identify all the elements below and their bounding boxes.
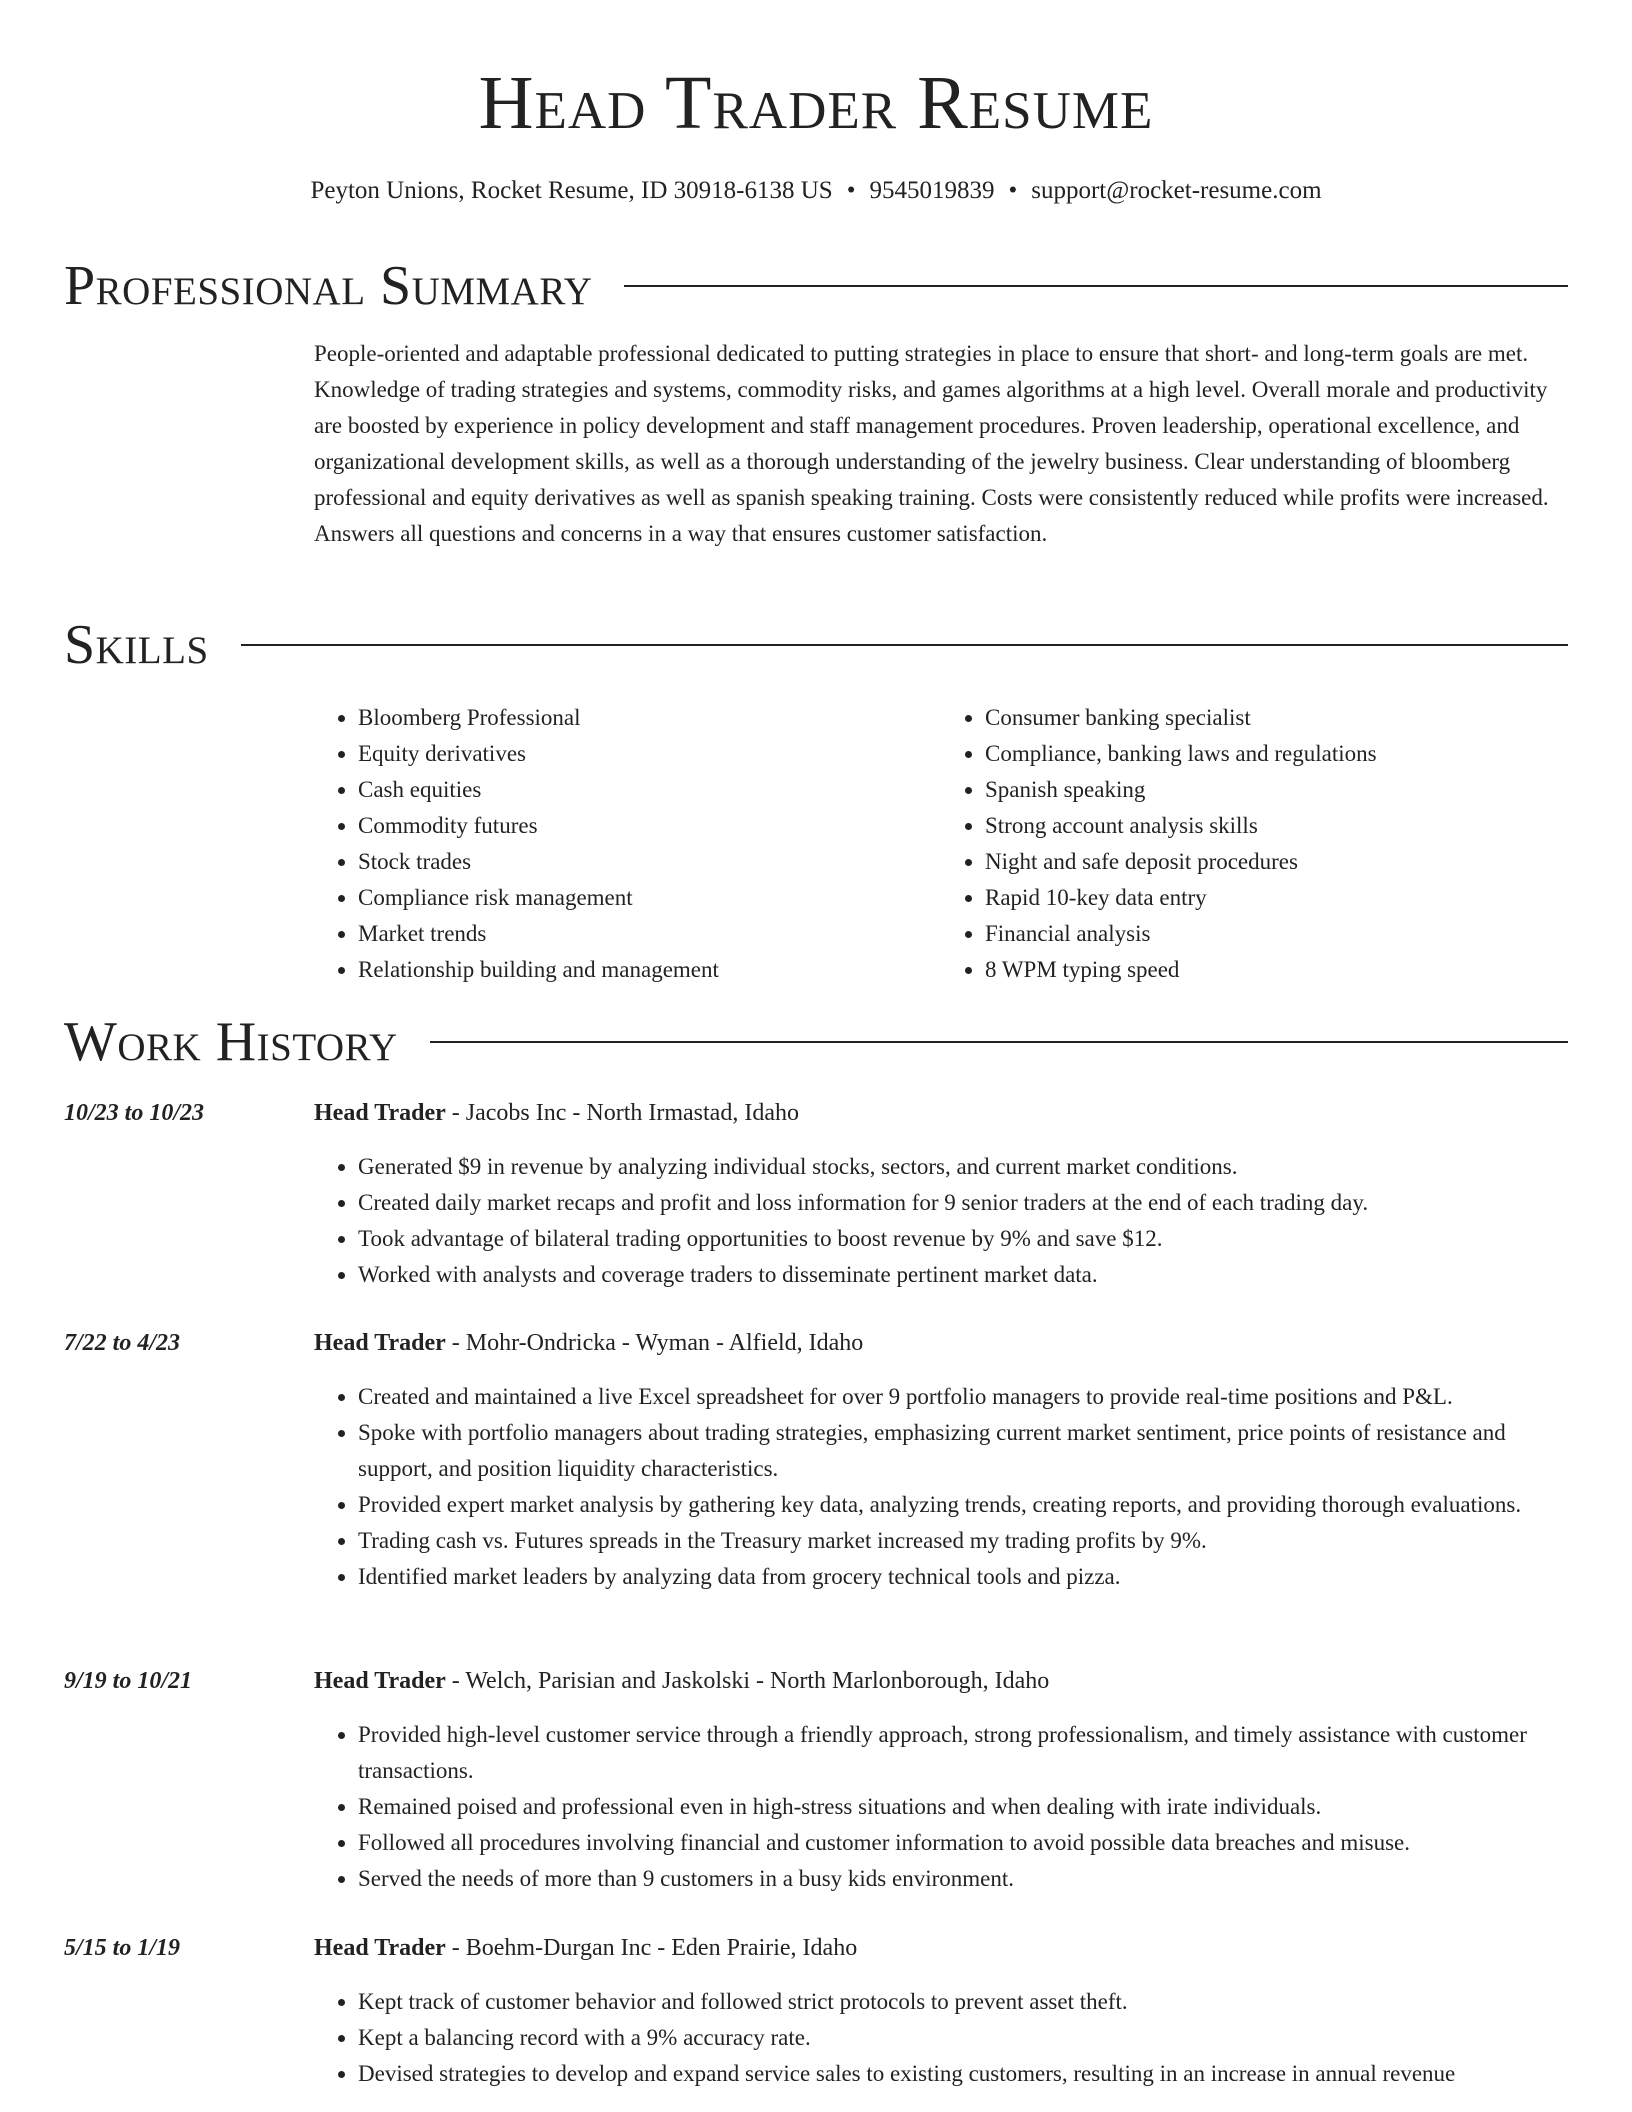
work-bullet: • Spoke with portfolio managers about trading strategies, emphasizing current market sentiment, price points of resistance and support, and position liquidity characteristics. [358,1415,1568,1487]
contact-phone: 9545019839 [869,177,995,204]
work-entry-bullets [314,1149,1568,1293]
resume-title: Head Trader Resume [478,61,1154,145]
contact-email: support@rocket-resume.com [1031,177,1322,204]
skills-column-left [314,700,941,988]
work-entry-title-line [314,1663,1049,1699]
skill-item: • Rapid 10-key data entry [985,880,1568,916]
contact-address: Peyton Unions, Rocket Resume, ID 30918-6138 US [310,177,833,204]
contact-separator: • [1008,177,1018,204]
work-bullet: • Followed all procedures involving financial and customer information to avoid possible data breaches and misuse. [358,1825,1568,1861]
section-title-work-history: Work History [64,1011,398,1073]
skill-item: • Cash equities [358,772,941,808]
section-header-skills [64,615,1568,675]
work-entry-header [64,1095,1568,1131]
work-entry-bullets [314,1984,1568,2092]
section-header-professional-summary [64,256,1568,316]
work-entry-dates: 5/15 to 1/19 [64,1935,181,1961]
section-divider [624,285,1568,287]
work-entry-bullets [314,1379,1568,1595]
work-entry-title-line [314,1095,799,1131]
skill-item: • Relationship building and management [358,952,941,988]
section-divider [241,644,1568,646]
work-bullet: • Generated $9 in revenue by analyzing individual stocks, sectors, and current market conditions. [358,1149,1568,1185]
work-entry-company: - Boehm-Durgan Inc - Eden Prairie, Idaho [445,1935,858,1961]
work-entry-company: - Mohr-Ondricka - Wyman - Alfield, Idaho [445,1330,864,1356]
skill-item: • Commodity futures [358,808,941,844]
work-entry-dates: 7/22 to 4/23 [64,1330,181,1356]
skill-item: • Compliance risk management [358,880,941,916]
work-bullet: • Kept a balancing record with a 9% accuracy rate. [358,2020,1568,2056]
section-divider [430,1041,1568,1043]
skill-item: • Bloomberg Professional [358,700,941,736]
section-title-professional-summary: Professional Summary [64,255,593,317]
work-bullet: • Trading cash vs. Futures spreads in the Treasury market increased my trading profits by 9%. [358,1523,1568,1559]
work-bullet: • Provided high-level customer service through a friendly approach, strong professionalism, and timely assistance with customer transactions. [358,1717,1568,1789]
work-entry-dates: 9/19 to 10/21 [64,1668,193,1694]
work-bullet: • Served the needs of more than 9 customers in a busy kids environment. [358,1861,1568,1897]
work-entry [64,1095,1568,1293]
professional-summary-text: People-oriented and adaptable professional dedicated to putting strategies in place to ensure that short- and long-term goals are met. Knowledge of trading strategies and systems, commodity risks, and games algorithms at a high level. Overall morale and productivity are boosted by experience in policy development and staff management procedures. Proven leadership, operational excellence, and organizational development skills, as well as a thorough understanding of the jewelry business. Clear understanding of bloomberg professional and equity derivatives as well as spanish speaking training. Costs were consistently reduced while profits were increased. Answers all questions and concerns in a way that ensures customer satisfaction. [314,341,1549,546]
skills-column-right [941,700,1568,988]
skill-item: • Consumer banking specialist [985,700,1568,736]
section-header-work-history [64,1012,1568,1072]
skill-item: • 8 WPM typing speed [985,952,1568,988]
section-title-skills: Skills [64,614,209,676]
work-entry-title-line [314,1325,863,1361]
skills-list [314,700,1568,988]
work-entry-role: Head Trader [314,1668,446,1694]
skill-item: • Strong account analysis skills [985,808,1568,844]
skill-item: • Spanish speaking [985,772,1568,808]
contact-line [0,175,1632,207]
work-entry-role: Head Trader [314,1330,446,1356]
work-entry-dates: 10/23 to 10/23 [64,1100,205,1126]
work-entry-bullets [314,1717,1568,1897]
work-entry-role: Head Trader [314,1100,446,1126]
skill-item: • Compliance, banking laws and regulations [985,736,1568,772]
work-bullet: • Devised strategies to develop and expand service sales to existing customers, resulting in an increase in annual revenue [358,2056,1568,2092]
skill-item: • Equity derivatives [358,736,941,772]
skill-item: • Financial analysis [985,916,1568,952]
work-entry-company: - Welch, Parisian and Jaskolski - North Marlonborough, Idaho [445,1668,1050,1694]
work-bullet: • Worked with analysts and coverage traders to disseminate pertinent market data. [358,1257,1568,1293]
work-entry [64,1930,1568,2092]
work-entry-header [64,1663,1568,1699]
work-bullet: • Provided expert market analysis by gathering key data, analyzing trends, creating reports, and providing thorough evaluations. [358,1487,1568,1523]
skill-item: • Market trends [358,916,941,952]
work-entry-title-line [314,1930,857,1966]
work-entry [64,1663,1568,1897]
work-bullet: • Remained poised and professional even in high-stress situations and when dealing with irate individuals. [358,1789,1568,1825]
contact-separator: • [846,177,856,204]
work-bullet: • Took advantage of bilateral trading opportunities to boost revenue by 9% and save $12. [358,1221,1568,1257]
work-entry [64,1325,1568,1595]
work-bullet: • Kept track of customer behavior and followed strict protocols to prevent asset theft. [358,1984,1568,2020]
work-entry-header [64,1930,1568,1966]
work-bullet: • Identified market leaders by analyzing data from grocery technical tools and pizza. [358,1559,1568,1595]
skill-item: • Night and safe deposit procedures [985,844,1568,880]
work-bullet: • Created and maintained a live Excel spreadsheet for over 9 portfolio managers to provide real-time positions and P&L. [358,1379,1568,1415]
work-entry-company: - Jacobs Inc - North Irmastad, Idaho [445,1100,799,1126]
work-entry-header [64,1325,1568,1361]
work-bullet: • Created daily market recaps and profit and loss information for 9 senior traders at the end of each trading day. [358,1185,1568,1221]
skill-item: • Stock trades [358,844,941,880]
work-entry-role: Head Trader [314,1935,446,1961]
